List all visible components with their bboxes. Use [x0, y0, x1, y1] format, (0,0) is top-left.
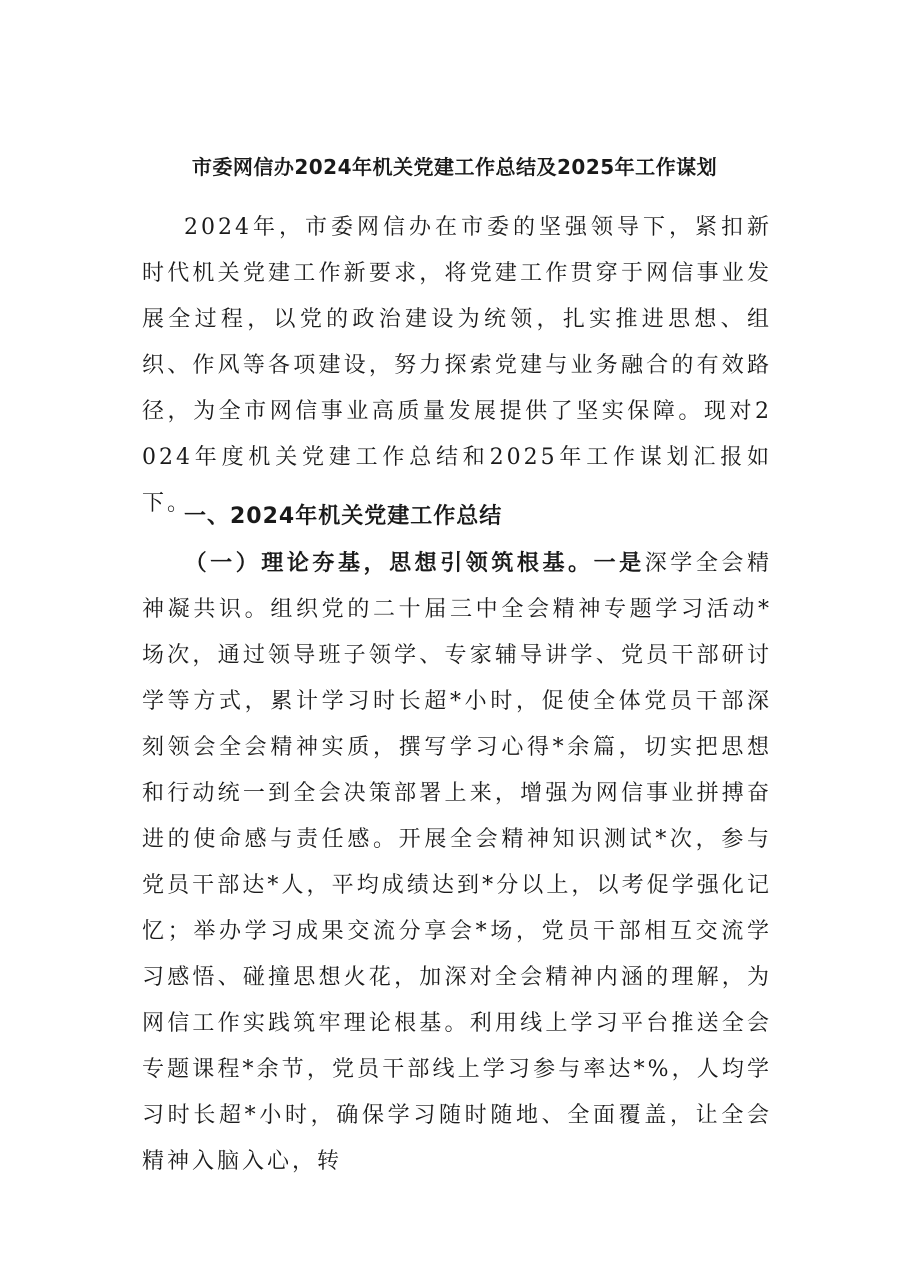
subsection-heading: （一）理论夯基，思想引领筑根基。	[184, 551, 594, 576]
section-heading-text: 一、2024年机关党建工作总结	[184, 504, 503, 529]
intro-paragraph	[142, 205, 772, 527]
section-heading	[142, 494, 772, 540]
intro-text: 2024年，市委网信办在市委的坚强领导下，紧扣新时代机关党建工作新要求，将党建工作贯穿于网信事业发展全过程，以党的政治建设为统领，扎实推进思想、组织、作风等各项建设，努力探索党建与业务融合的有效路径，为全市网信事业高质量发展提供了坚实保障。现对2024年度机关党建工作总结和2025年工作谋划汇报如下。	[142, 215, 772, 516]
summary-paragraph	[142, 541, 772, 1185]
document-title: 市委网信办2024年机关党建工作总结及2025年工作谋划	[191, 155, 718, 179]
point-label: 一是	[593, 551, 645, 576]
point-text: 深学全会精神凝共识。组织党的二十届三中全会精神专题学习活动*场次，通过领导班子领学、专家辅导讲学、党员干部研讨学等方式，累计学习时长超*小时，促使全体党员干部深刻领会全会精神实质，撰写学习心得*余篇，切实把思想和行动统一到全会决策部署上来，增强为网信事业拼搏奋进的使命感与责任感。开展全会精神知识测试*次，参与党员干部达*人，平均成绩达到*分以上，以考促学强化记忆；举办学习成果交流分享会*场，党员干部相互交流学习感悟、碰撞思想火花，加深对全会精神内涵的理解，为网信工作实践筑牢理论根基。利用线上学习平台推送全会专题课程*余节，党员干部线上学习参与率达*%，人均学习时长超*小时，确保学习随时随地、全面覆盖，让全会精神入脑入心，转	[142, 551, 772, 1174]
